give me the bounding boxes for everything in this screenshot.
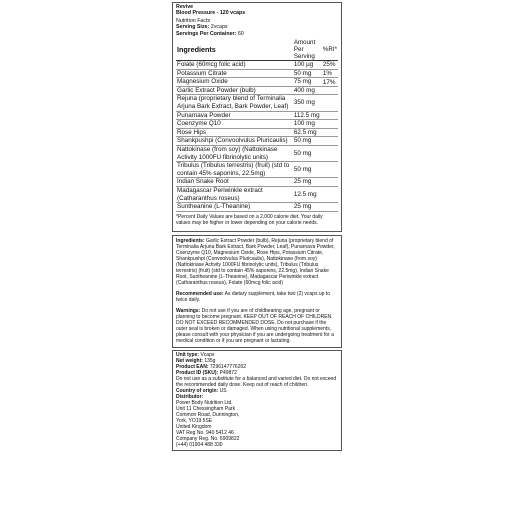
table-row xyxy=(176,120,338,129)
nutrient-name: Folate (60mcg folic acid) xyxy=(177,61,246,69)
nutrient-ri xyxy=(322,137,338,146)
sku-value: P49872 xyxy=(219,369,237,376)
nutrient-ri xyxy=(322,186,338,202)
distributor-line: Unit 11 Chessingham Park xyxy=(176,405,236,412)
distributor-line: Common Road, Dunnington, xyxy=(176,411,240,418)
serving-size-label: Serving Size: xyxy=(176,24,210,31)
table-row xyxy=(176,111,338,120)
table-row xyxy=(176,178,338,187)
servings-label: Servings Per Container: xyxy=(176,30,237,37)
distributor-label: Distributor: xyxy=(176,393,204,400)
disclaimer: Do not use as a substitute for a balanced and varied diet. Do not exceed the recommended daily dose. Keep out of reach of children. xyxy=(176,375,337,388)
nutrient-name: Madagascar Periwinkle extract (Catharanthus roseus) xyxy=(177,186,263,202)
nutrient-amount: 350 mg xyxy=(293,99,315,107)
nutrient-name: Shankpushpi (Convoolvulus Pluricaulis) xyxy=(177,137,288,145)
nutrient-ri xyxy=(322,95,338,111)
origin-label: Country of origin: xyxy=(176,387,219,394)
distributor-line: VAT Reg No. 940 5412 46 xyxy=(176,429,234,436)
nutrition-facts-title: Nutrition Facts xyxy=(176,17,211,24)
nutrient-amount: 100 µg xyxy=(293,61,314,69)
table-row xyxy=(176,95,338,111)
sku-label: Product ID (SKU): xyxy=(176,369,219,376)
table-row xyxy=(176,186,338,202)
nutrient-ri xyxy=(322,178,338,187)
col-ri: %RI* xyxy=(322,46,337,54)
table-header-row xyxy=(176,39,338,61)
table-row xyxy=(176,203,338,212)
nutrient-name: Potassium Citrate xyxy=(177,69,227,77)
nutrient-amount: 75 mg xyxy=(293,78,312,86)
nutrient-ri: 25% xyxy=(322,61,336,69)
table-row xyxy=(176,61,338,70)
details-panel xyxy=(172,350,342,451)
nutrient-name: Coenzyme Q10 xyxy=(177,120,221,128)
label-header xyxy=(176,4,338,37)
col-ingredients: Ingredients xyxy=(177,45,216,55)
usage-label: Recommended use: xyxy=(176,290,224,297)
ean-value: 7296147776202 xyxy=(209,363,247,370)
daily-value-footnote: *Percent Daily Values are based on a 2,000 calorie diet. Your daily values may be higher or lower depending on your calorie needs. xyxy=(176,213,323,226)
nutrient-ri xyxy=(322,203,338,212)
unit-type-value: Vcaps xyxy=(200,351,215,358)
col-amount: Amount Per Serving xyxy=(293,39,316,61)
nutrient-ri xyxy=(322,145,338,161)
nutrient-ri: 1% xyxy=(322,69,332,77)
nutrient-amount: 50 mg xyxy=(293,137,312,145)
warnings-text: Do not use if you are of childbearing age, pregnant or planning to become pregnant. KEEP OUT OF REACH OF CHILDREN. DO NOT EXCEED RECOMMENDED DOSE. Do not purchase if the outer seal is broken or damaged. When using nutritional supplements, please consult with your physician if you are undergoing treatment for a medical condition or if you are pregnant or lactating. xyxy=(176,307,334,344)
nutrient-amount: 100 mg xyxy=(293,120,315,128)
distributor-line: Company Reg. No. 6909822 xyxy=(176,435,240,442)
distributor-address xyxy=(176,400,338,448)
serving-size-value: 2vcaps xyxy=(210,24,228,31)
origin-value: US xyxy=(219,387,227,394)
ingredients-text: Garlic Extract Powder (bulb), Rejuna (proprietary blend of Terminalia Arjuna Bark Extract, Bark Powder, Leaf), Punarnava Powder, Coenzyme Q10, Magnesium Oxide, Rose Hips, Potassium Citrate, Shankpushpi (Convoolvulus Pluricaulis), Nattokinase (from soy) (Nattokinase Activity 1000FU fibrinolytic units), Tribulus (Tribulus terrestris) (fruit) (std to contain 45% saponins, 22.5mg), Indian Snake Root, Suntheanine (L-Theanine), Madagascar Periwinkle extract (Catharanthus roseus), Folate (60mcg folic acid) xyxy=(176,237,335,286)
nutrient-name: Suntheanine (L-Theanine) xyxy=(177,203,251,211)
table-row xyxy=(176,128,338,137)
nutrient-name: Tribulus (Tribulus terrestris) (fruit) (std to contain 45% saponins, 22.5mg) xyxy=(177,162,290,177)
nutrient-ri xyxy=(322,162,338,178)
servings-per-container xyxy=(176,31,338,37)
nutrient-ri xyxy=(322,86,338,95)
nutrient-ri xyxy=(322,128,338,137)
usage-section xyxy=(176,291,338,303)
ingredients-section xyxy=(176,238,338,286)
nutrient-name: Indian Snake Root xyxy=(177,178,229,186)
nutrient-amount: 62.5 mg xyxy=(293,128,317,136)
table-row xyxy=(176,137,338,146)
nutrient-name: Punarnava Powder xyxy=(177,111,231,119)
nutrient-name: Nattokinase (from soy) (Nattokinase Activity 1000FU fibrinolytic units) xyxy=(177,145,278,161)
net-weight-value: 135g xyxy=(204,357,216,364)
nutrition-rows xyxy=(176,61,338,212)
table-row xyxy=(176,69,338,78)
ean-label: Product EAN: xyxy=(176,363,209,370)
warnings-section xyxy=(176,308,338,344)
nutrient-amount: 50 mg xyxy=(293,165,312,173)
brand-name: Revive xyxy=(176,4,194,10)
nutrient-name: Magnesium Oxide xyxy=(177,78,228,86)
distributor-line: York, YO19 5SE xyxy=(176,417,213,424)
warnings-label: Warnings: xyxy=(176,307,201,314)
table-row xyxy=(176,145,338,161)
nutrient-name: Rose Hips xyxy=(177,128,207,136)
table-row xyxy=(176,162,338,178)
nutrient-amount: 400 mg xyxy=(293,86,315,94)
nutrient-amount: 50 mg xyxy=(293,69,312,77)
ingredients-panel xyxy=(172,235,342,348)
nutrient-amount: 50 mg xyxy=(293,149,312,157)
nutrient-amount: 112.5 mg xyxy=(293,111,320,119)
table-row xyxy=(176,78,338,87)
product-name: Blood Pressure - 120 vcaps xyxy=(176,10,246,17)
ingredients-label: Ingredients: xyxy=(176,237,205,244)
nutrient-ri: 17% xyxy=(322,78,336,86)
product-label xyxy=(172,2,342,451)
distributor-line: United Kingdom xyxy=(176,423,212,430)
nutrient-name: Rejuna (proprietary blend of Terminalia Arjuna Bark Extract, Bark Powder, Leaf) xyxy=(177,95,289,110)
table-row xyxy=(176,86,338,95)
nutrient-amount: 12.5 mg xyxy=(293,190,317,198)
nutrition-panel xyxy=(172,2,342,232)
nutrient-amount: 25 mg xyxy=(293,178,312,186)
nutrient-amount: 25 mg xyxy=(293,203,312,211)
nutrient-ri xyxy=(322,111,338,120)
distributor-line: Power Body Nutrition Ltd. xyxy=(176,399,233,406)
nutrient-name: Garlic Extract Powder (bulb) xyxy=(177,86,256,94)
net-weight-label: Net weight: xyxy=(176,357,203,364)
nutrition-table xyxy=(176,39,338,212)
usage-text: As dietary supplement, take two (2) vcaps up to twice daily. xyxy=(176,290,330,303)
servings-value: 60 xyxy=(237,30,244,37)
nutrient-ri xyxy=(322,120,338,129)
unit-type-label: Unit type: xyxy=(176,351,200,358)
distributor-line: (+44) 01904 488 330 xyxy=(176,441,223,448)
